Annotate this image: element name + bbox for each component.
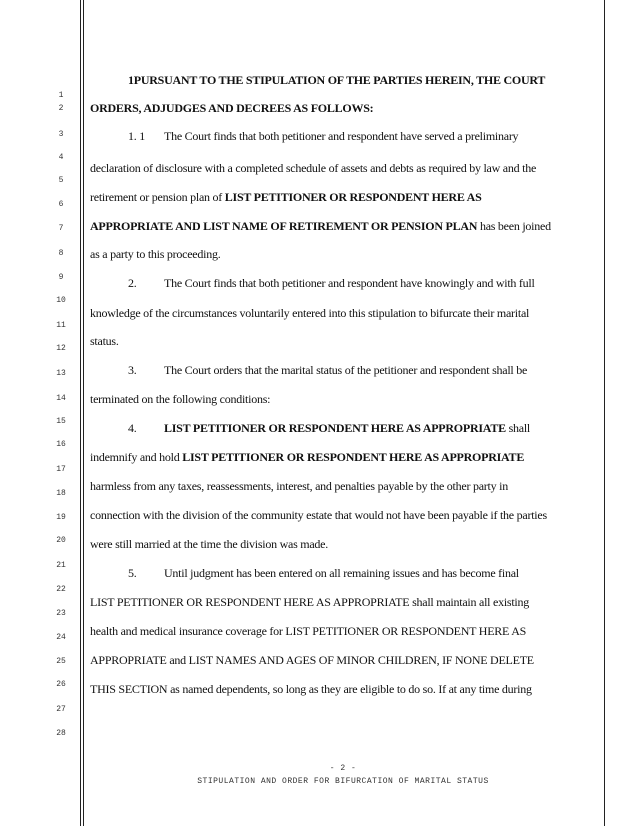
body-line — [90, 101, 596, 115]
body-line — [90, 129, 596, 143]
paragraph-text: Until judgment has been entered on all remaining issues and has become final — [164, 566, 519, 580]
paragraph-number: 3. — [128, 363, 137, 377]
body-line — [90, 566, 596, 580]
paragraph-text: retirement or pension plan of — [90, 190, 225, 204]
body-line — [90, 334, 596, 348]
paragraph-text: THIS SECTION as named dependents, so long as they are eligible to do so. If at any time during — [90, 682, 532, 696]
paragraph-text: terminated on the following conditions: — [90, 392, 271, 406]
paragraph-number: 5. — [128, 566, 137, 580]
paragraph-text: declaration of disclosure with a completed schedule of assets and debts as required by law and the — [90, 161, 537, 175]
paragraph-text: connection with the division of the community estate that would not have been payable if the parties — [90, 508, 547, 522]
body-line — [90, 306, 596, 320]
left-margin-rule-outer — [80, 0, 81, 826]
body-line — [90, 190, 596, 204]
heading-text: 1PURSUANT TO THE STIPULATION OF THE PARTIES HEREIN, THE COURT — [128, 73, 546, 87]
placeholder-text: LIST PETITIONER OR RESPONDENT HERE AS — [224, 190, 482, 204]
paragraph-text: knowledge of the circumstances voluntarily entered into this stipulation to bifurcate their marital — [90, 306, 530, 320]
line-number: 19 — [56, 513, 66, 522]
line-number: 17 — [56, 465, 66, 474]
body-line — [90, 276, 596, 290]
line-number: 21 — [56, 561, 66, 570]
body-line — [90, 421, 596, 435]
paragraph-text: The Court finds that both petitioner and respondent have served a preliminary — [164, 129, 519, 143]
placeholder-text: LIST PETITIONER OR RESPONDENT HERE AS APPROPRIATE — [182, 450, 525, 464]
body-line — [90, 595, 596, 609]
paragraph-text: shall — [505, 421, 531, 435]
body-line — [90, 537, 596, 551]
body-line — [90, 450, 596, 464]
line-number: 4 — [58, 153, 64, 162]
line-number: 9 — [58, 273, 64, 282]
line-number: 3 — [58, 130, 64, 139]
body-line — [90, 682, 596, 696]
paragraph-text: were still married at the time the division was made. — [90, 537, 329, 551]
line-number: 2 — [58, 104, 64, 113]
line-number: 1 — [58, 91, 64, 100]
body-line — [90, 624, 596, 638]
body-line — [90, 73, 596, 87]
paragraph-text: status. — [90, 334, 119, 348]
paragraph-text: The Court finds that both petitioner and respondent have knowingly and with full — [164, 276, 535, 290]
line-number: 20 — [56, 536, 66, 545]
body-line — [90, 247, 596, 261]
paragraph-text: The Court orders that the marital status of the petitioner and respondent shall be — [164, 363, 528, 377]
line-number: 5 — [58, 176, 64, 185]
paragraph-text: LIST PETITIONER OR RESPONDENT HERE AS APPROPRIATE shall maintain all existing — [90, 595, 529, 609]
paragraph-text: harmless from any taxes, reassessments, interest, and penalties payable by the other party in — [90, 479, 508, 493]
body-line — [90, 653, 596, 667]
line-number: 7 — [58, 224, 64, 233]
left-margin-rule-inner — [83, 0, 84, 826]
line-number: 6 — [58, 200, 64, 209]
paragraph-text: has been joined — [477, 219, 551, 233]
paragraph-text: indemnify and hold — [90, 450, 183, 464]
line-number: 8 — [58, 249, 64, 258]
body-line — [90, 479, 596, 493]
line-number: 24 — [56, 633, 66, 642]
paragraph-text: health and medical insurance coverage for LIST PETITIONER OR RESPONDENT HERE AS — [90, 624, 527, 638]
right-margin-rule — [604, 0, 605, 826]
body-line — [90, 508, 596, 522]
paragraph-number: 2. — [128, 276, 137, 290]
line-number: 28 — [56, 729, 66, 738]
line-number: 12 — [56, 344, 66, 353]
line-number: 27 — [56, 705, 66, 714]
line-number: 22 — [56, 585, 66, 594]
line-number: 10 — [56, 296, 66, 305]
paragraph-text: as a party to this proceeding. — [90, 247, 221, 261]
body-line — [90, 392, 596, 406]
line-number: 15 — [56, 417, 66, 426]
body-line — [90, 161, 596, 175]
line-number: 16 — [56, 440, 66, 449]
line-number: 13 — [56, 369, 66, 378]
paragraph-number: 4. — [128, 421, 137, 435]
paragraph-text: APPROPRIATE and LIST NAMES AND AGES OF MINOR CHILDREN, IF NONE DELETE — [90, 653, 534, 667]
line-number: 18 — [56, 489, 66, 498]
line-number: 11 — [56, 321, 66, 330]
body-line — [90, 219, 596, 233]
footer-page-number: - 2 - — [329, 764, 357, 773]
line-number: 26 — [56, 680, 66, 689]
placeholder-text: APPROPRIATE AND LIST NAME OF RETIREMENT OR PENSION PLAN — [90, 219, 478, 233]
placeholder-text: LIST PETITIONER OR RESPONDENT HERE AS APPROPRIATE — [164, 421, 506, 435]
line-number: 25 — [56, 657, 66, 666]
footer-title: STIPULATION AND ORDER FOR BIFURCATION OF MARITAL STATUS — [197, 777, 489, 786]
paragraph-number: 1. 1 — [128, 129, 145, 143]
line-number: 14 — [56, 394, 66, 403]
heading-text: ORDERS, ADJUDGES AND DECREES AS FOLLOWS: — [90, 101, 374, 115]
body-line — [90, 363, 596, 377]
line-number: 23 — [56, 609, 66, 618]
